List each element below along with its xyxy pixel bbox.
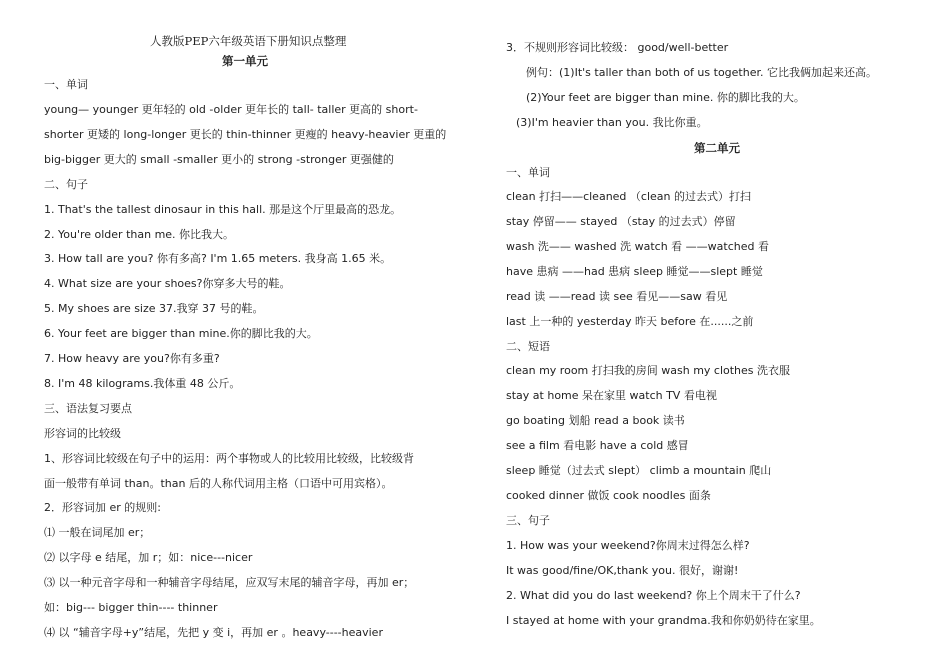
sentence-line: 2. What did you do last weekend? 你上个周末干了什么? — [506, 589, 801, 602]
sentence-line: I stayed at home with your grandma.我和你奶奶待在家里。 — [506, 614, 821, 627]
vocab-line: big-bigger 更大的 small -smaller 更小的 strong -stronger 更强健的 — [44, 153, 394, 166]
grammar-rule-line: 2．形容词加 er 的规则: — [44, 501, 161, 514]
document-title: 人教版PEP六年级英语下册知识点整理 — [150, 34, 347, 48]
vocab-line: shorter 更矮的 long-longer 更长的 thin-thinner 更瘦的 heavy-heavier 更重的 — [44, 128, 447, 141]
section-heading-grammar: 三、语法复习要点 — [44, 402, 132, 415]
vocab-line: read 读 ——read 读 see 看见——saw 看见 — [506, 290, 728, 303]
sentence-line: 2. You're older than me. 你比我大。 — [44, 228, 235, 241]
grammar-rule-line: ⑴ 一般在词尾加 er； — [44, 526, 151, 539]
section-heading-phrases: 二、短语 — [506, 340, 550, 353]
sentence-line: 1. How was your weekend?你周末过得怎么样? — [506, 539, 750, 552]
phrase-line: cooked dinner 做饭 cook noodles 面条 — [506, 489, 711, 502]
sentence-line: 5. My shoes are size 37.我穿 37 号的鞋。 — [44, 302, 264, 315]
phrase-line: stay at home 呆在家里 watch TV 看电视 — [506, 389, 717, 402]
sentence-line: 1. That's the tallest dinosaur in this hall. 那是这个厅里最高的恐龙。 — [44, 203, 402, 216]
sentence-line: 7. How heavy are you?你有多重? — [44, 352, 220, 365]
example-line: (2)Your feet are bigger than mine. 你的脚比我的大。 — [526, 91, 805, 104]
grammar-rule-line: ⑶ 以一种元音字母和一种辅音字母结尾，应双写末尾的辅音字母，再加 er； — [44, 576, 415, 589]
phrase-line: go boating 划船 read a book 读书 — [506, 414, 685, 427]
phrase-line: sleep 睡觉（过去式 slept） climb a mountain 爬山 — [506, 464, 772, 477]
sentence-line: 8. I'm 48 kilograms.我体重 48 公斤。 — [44, 377, 241, 390]
vocab-line: clean 打扫——cleaned （clean 的过去式）打扫 — [506, 190, 751, 203]
grammar-rule-line: ⑵ 以字母 e 结尾，加 r；如：nice---nicer — [44, 551, 253, 564]
grammar-title: 形容词的比较级 — [44, 427, 121, 440]
vocab-line: last 上一种的 yesterday 昨天 before 在......之前 — [506, 315, 754, 328]
phrase-line: see a film 看电影 have a cold 感冒 — [506, 439, 689, 452]
sentence-line: 3. How tall are you? 你有多高? I'm 1.65 meters. 我身高 1.65 米。 — [44, 252, 392, 265]
grammar-rule-line: 3．不规则形容词比较级： good/well-better — [506, 41, 729, 54]
example-line: (3)I'm heavier than you. 我比你重。 — [516, 116, 708, 129]
vocab-line: stay 停留—— stayed （stay 的过去式）停留 — [506, 215, 736, 228]
vocab-line: young— younger 更年轻的 old -older 更年长的 tall- taller 更高的 short- — [44, 103, 418, 116]
vocab-line: have 患病 ——had 患病 sleep 睡觉——slept 睡觉 — [506, 265, 763, 278]
grammar-rule-line: ⑷ 以 “辅音字母+y”结尾，先把 y 变 i，再加 er 。heavy----heavier — [44, 626, 383, 639]
section-heading-sentences: 三、句子 — [506, 514, 550, 527]
vocab-line: wash 洗—— washed 洗 watch 看 ——watched 看 — [506, 240, 769, 253]
unit-two-title: 第二单元 — [694, 141, 740, 155]
example-line: 例句：(1)It's taller than both of us together. 它比我俩加起来还高。 — [526, 66, 877, 79]
grammar-rule-line: 面一般带有单词 than。than 后的人称代词用主格（口语中可用宾格）。 — [44, 477, 393, 490]
sentence-line: 6. Your feet are bigger than mine.你的脚比我的大。 — [44, 327, 318, 340]
grammar-rule-line: 1、形容词比较级在句子中的运用：两个事物或人的比较用比较级，比较级背 — [44, 452, 414, 465]
section-heading-words: 一、单词 — [44, 78, 88, 91]
grammar-rule-line: 如：big--- bigger thin---- thinner — [44, 601, 218, 614]
unit-one-title: 第一单元 — [222, 54, 268, 68]
section-heading-words: 一、单词 — [506, 166, 550, 179]
sentence-line: It was good/fine/OK,thank you. 很好，谢谢! — [506, 564, 739, 577]
phrase-line: clean my room 打扫我的房间 wash my clothes 洗衣服 — [506, 364, 791, 377]
section-heading-sentences: 二、句子 — [44, 178, 88, 191]
sentence-line: 4. What size are your shoes?你穿多大号的鞋。 — [44, 277, 291, 290]
